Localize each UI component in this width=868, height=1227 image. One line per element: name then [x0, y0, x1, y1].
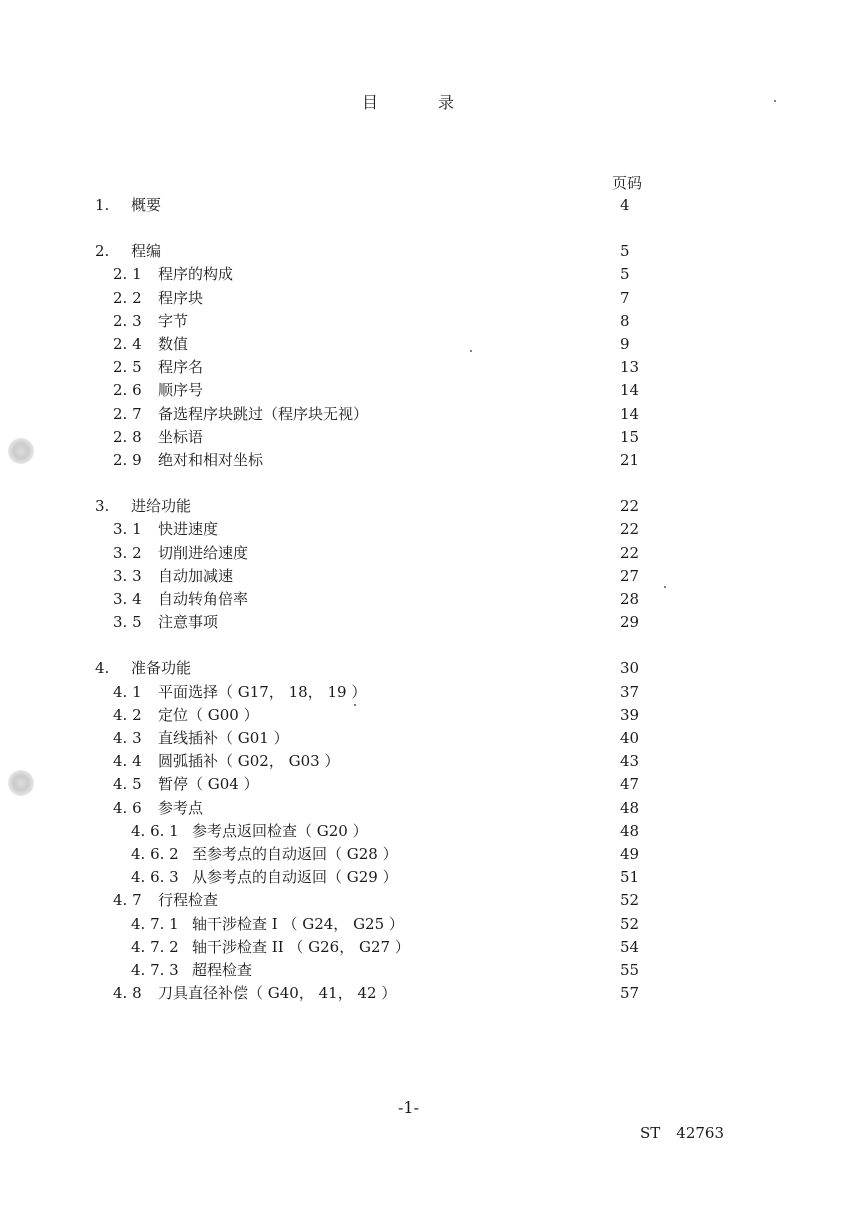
- toc-entry: [0, 379, 868, 402]
- toc-entry-page: 21: [620, 451, 640, 469]
- toc-entry-number: 3. 3: [113, 566, 142, 585]
- scan-speck: [354, 704, 356, 706]
- toc-entry-page: 40: [620, 729, 640, 747]
- page-title: [362, 90, 454, 113]
- toc-entry-page: 14: [620, 404, 640, 423]
- toc-entry: [0, 310, 868, 333]
- toc-entry-page: 43: [620, 752, 640, 771]
- toc-entry: [0, 889, 868, 912]
- toc-entry-page: 55: [620, 961, 640, 979]
- punch-hole-mark: [8, 770, 34, 796]
- toc-entry: [0, 240, 868, 263]
- toc-entry-page: 48: [620, 821, 640, 840]
- toc-entry: [0, 403, 868, 426]
- toc-entry: [0, 657, 868, 680]
- toc-entry-title: 定位（ G00 ）: [158, 705, 259, 724]
- toc-entry-number: 2. 3: [113, 311, 142, 330]
- toc-entry: [0, 565, 868, 588]
- toc-entry-title: 备选程序块跳过（程序块无视）: [158, 404, 369, 423]
- toc-entry-page: 51: [620, 868, 640, 887]
- toc-entry: [0, 913, 868, 936]
- toc-entry: [0, 704, 868, 727]
- document-id-number: 42763: [676, 1124, 724, 1142]
- toc-entry-page: 22: [620, 497, 640, 516]
- toc-entry: [0, 263, 868, 286]
- toc-entry-title: 顺序号: [158, 381, 204, 400]
- toc-entry-page: 14: [620, 381, 640, 400]
- toc-entry-title: 行程检查: [158, 891, 219, 910]
- toc-entry-page: 27: [620, 566, 640, 585]
- toc-entry-page: 49: [620, 845, 640, 863]
- toc-entry-page: 7: [620, 288, 630, 307]
- toc-entry-page: 5: [620, 265, 630, 284]
- toc-entry: [0, 936, 868, 959]
- toc-entry-page: 47: [620, 775, 640, 794]
- toc-entry-title: 超程检查: [192, 961, 253, 979]
- toc-entry: [0, 681, 868, 704]
- toc-entry-page: 15: [620, 427, 640, 446]
- toc-entry-number: 2. 4: [113, 335, 142, 353]
- toc-entry-page: 4: [620, 196, 630, 214]
- toc-entry-page: 5: [620, 242, 630, 261]
- toc-entry: [0, 495, 868, 518]
- toc-entry: [0, 750, 868, 773]
- punch-hole-mark: [8, 438, 34, 464]
- toc-entry-title: 参考点: [158, 798, 204, 817]
- toc-entry: [0, 843, 868, 866]
- toc-entry-page: 39: [620, 705, 640, 724]
- toc-entry-number: 4. 4: [113, 752, 142, 771]
- toc-entry-title: 刀具直径补偿（ G40， 41， 42 ）: [158, 984, 397, 1003]
- toc-entry-title: 数值: [158, 335, 189, 353]
- toc-entry-title: 平面选择（ G17， 18， 19 ）: [158, 682, 367, 701]
- toc-entry-page: 37: [620, 682, 640, 701]
- toc-entry-page: 8: [620, 311, 630, 330]
- toc-entry-number: 3.: [95, 497, 110, 516]
- toc-entry-page: 22: [620, 520, 640, 539]
- toc-entry: [0, 727, 868, 750]
- toc-entry-page: 48: [620, 798, 640, 817]
- toc-entry-number: 2. 1: [113, 265, 142, 284]
- toc-entry-title: 自动加减速: [158, 566, 234, 585]
- toc-entry: [0, 194, 868, 217]
- toc-entry-number: 2. 7: [113, 404, 142, 423]
- toc-entry-number: 4. 8: [113, 984, 142, 1003]
- toc-entry: [0, 982, 868, 1005]
- toc-entry: [0, 356, 868, 379]
- toc-entry: [0, 449, 868, 472]
- title-char-1: 目: [362, 93, 379, 112]
- toc-entry-title: 至参考点的自动返回（ G28 ）: [192, 845, 398, 863]
- toc-entry: [0, 797, 868, 820]
- toc-entry: [0, 287, 868, 310]
- toc-entry-number: 3. 4: [113, 590, 142, 608]
- toc-entry-number: 4. 2: [113, 705, 142, 724]
- page-number-header: 页码: [612, 174, 643, 192]
- toc-entry-page: 54: [620, 937, 640, 956]
- toc-entry-title: 切削进给速度: [158, 543, 249, 562]
- toc-entry-title: 自动转角倍率: [158, 590, 249, 608]
- toc-entry-number: 2. 5: [113, 358, 142, 377]
- toc-entry: [0, 542, 868, 565]
- document-id: [640, 1124, 724, 1142]
- toc-entry-title: 注意事项: [158, 613, 219, 632]
- toc-entry-page: 52: [620, 891, 640, 910]
- toc-entry: [0, 588, 868, 611]
- toc-entry-number: 3. 1: [113, 520, 142, 539]
- toc-entry-number: 4.: [95, 659, 110, 678]
- toc-entry-number: 4. 3: [113, 729, 142, 747]
- toc-entry-number: 4. 6. 1: [131, 821, 179, 840]
- toc-entry-number: 2. 9: [113, 451, 142, 469]
- toc-entry-title: 程编: [131, 242, 162, 261]
- toc-entry-page: 30: [620, 659, 640, 678]
- toc-entry-number: 4. 7. 3: [131, 961, 179, 979]
- toc-entry-number: 4. 5: [113, 775, 142, 794]
- toc-entry-number: 3. 5: [113, 613, 142, 632]
- toc-entry: [0, 820, 868, 843]
- toc-entry-page: 28: [620, 590, 640, 608]
- toc-entry-number: 2. 2: [113, 288, 142, 307]
- toc-entry-title: 圆弧插补（ G02， G03 ）: [158, 752, 340, 771]
- toc-entry-title: 轴干涉检查 II （ G26， G27 ）: [192, 937, 410, 956]
- toc-entry: [0, 333, 868, 356]
- toc-entry-page: 29: [620, 613, 640, 632]
- toc-entry: [0, 426, 868, 449]
- toc-entry-number: 2. 6: [113, 381, 142, 400]
- toc-entry-title: 暂停（ G04 ）: [158, 775, 259, 794]
- toc-entry: [0, 518, 868, 541]
- toc-entry-title: 准备功能: [131, 659, 192, 678]
- toc-entry-number: 4. 6: [113, 798, 142, 817]
- scan-speck: [470, 350, 472, 352]
- footer-page-number: -1-: [398, 1098, 419, 1117]
- toc-entry-title: 坐标语: [158, 427, 204, 446]
- title-char-2: 录: [438, 93, 455, 112]
- toc-entry-number: 4. 6. 2: [131, 845, 179, 863]
- toc-entry-number: 2.: [95, 242, 110, 261]
- toc-entry: [0, 773, 868, 796]
- toc-entry-title: 轴干涉检查 I （ G24， G25 ）: [192, 914, 404, 933]
- toc-entry-title: 快进速度: [158, 520, 219, 539]
- scan-speck: [664, 586, 666, 588]
- toc-entry-title: 程序名: [158, 358, 204, 377]
- toc-entry-number: 4. 7: [113, 891, 142, 910]
- toc-entry-number: 1.: [95, 196, 110, 214]
- toc-entry-page: 13: [620, 358, 640, 377]
- toc-entry-title: 程序块: [158, 288, 204, 307]
- toc-entry-number: 4. 7. 2: [131, 937, 179, 956]
- toc-entry-title: 进给功能: [131, 497, 192, 516]
- toc-entry-page: 52: [620, 914, 640, 933]
- toc-entry-number: 4. 1: [113, 682, 142, 701]
- toc-entry-title: 直线插补（ G01 ）: [158, 729, 289, 747]
- toc-entry-page: 9: [620, 335, 630, 353]
- toc-entry-number: 2. 8: [113, 427, 142, 446]
- toc-entry-page: 22: [620, 543, 640, 562]
- toc-entry-title: 参考点返回检查（ G20 ）: [192, 821, 368, 840]
- toc-entry-title: 程序的构成: [158, 265, 234, 284]
- toc-entry: [0, 959, 868, 982]
- document-id-prefix: ST: [640, 1124, 661, 1142]
- toc-entry-title: 字节: [158, 311, 189, 330]
- toc-entry-title: 概要: [131, 196, 162, 214]
- toc-entry-number: 3. 2: [113, 543, 142, 562]
- toc-entry-title: 从参考点的自动返回（ G29 ）: [192, 868, 398, 887]
- toc-entry-number: 4. 7. 1: [131, 914, 179, 933]
- toc-entry-number: 4. 6. 3: [131, 868, 179, 887]
- toc-entry: [0, 866, 868, 889]
- toc-entry-title: 绝对和相对坐标: [158, 451, 264, 469]
- toc-entry-page: 57: [620, 984, 640, 1003]
- scan-speck: [774, 100, 776, 102]
- toc-entry: [0, 611, 868, 634]
